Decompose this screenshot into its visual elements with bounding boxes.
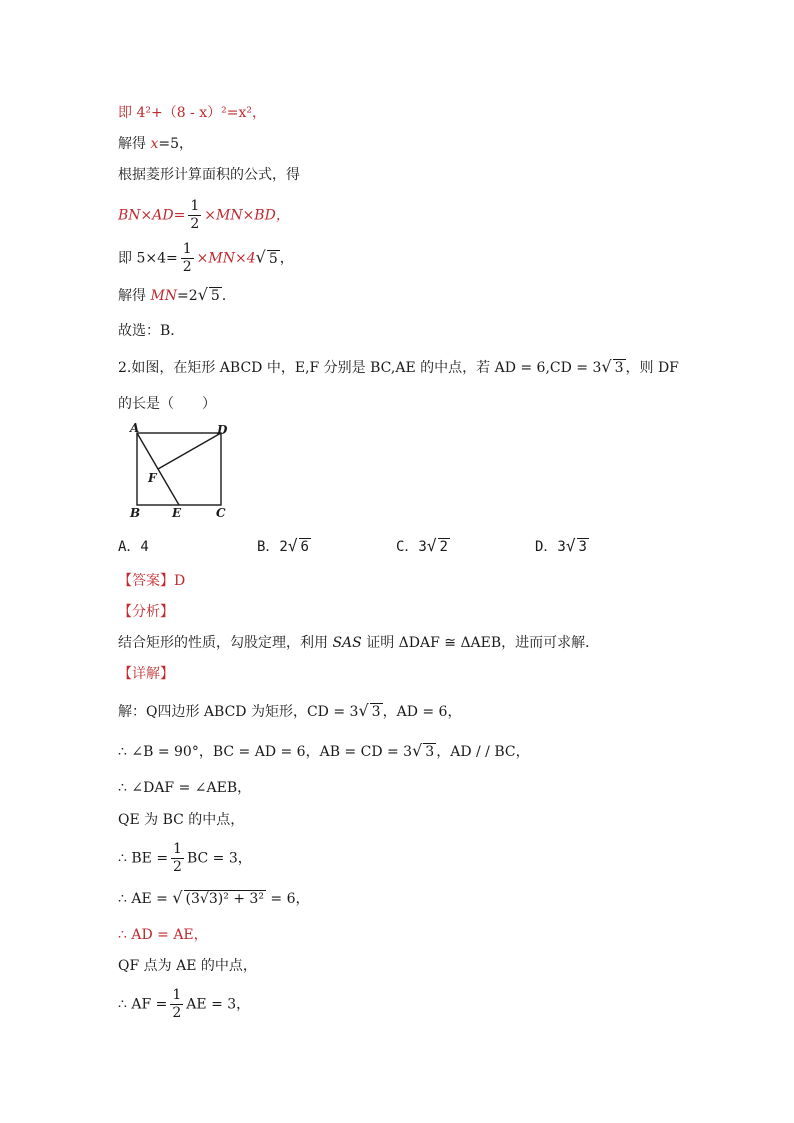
- eq-line-1: 即 4²+（8 - x）²=x²，: [118, 105, 266, 121]
- detail-line-6: ∴ AE = √ (3√3)² + 3² = 6，: [118, 888, 310, 907]
- area-formula-line: BN×AD= $\frac{1}{2}$ ×MN×BD，: [118, 198, 290, 232]
- rectangle-figure: [126, 422, 236, 522]
- label-f: F: [148, 471, 157, 485]
- option-d: D．3√ 3: [535, 536, 587, 555]
- detail-line-2: ∴ ∠B = 90°，BC = AD = 6，AB = CD = 3√ 3 ，AD / / BC，: [118, 741, 530, 760]
- option-b: B．2√ 6: [257, 536, 309, 555]
- option-a: A．4: [118, 539, 149, 555]
- label-b: B: [130, 506, 141, 520]
- detail-line-7: ∴ AD = AE，: [118, 927, 208, 943]
- detail-line-8: QF 点为 AE 的中点，: [118, 958, 257, 974]
- solve-x-line: 解得 x=5，: [118, 136, 193, 152]
- detail-line-4: QE 为 BC 的中点，: [118, 812, 245, 828]
- label-e: E: [172, 506, 182, 520]
- fraction-half: $\frac{1}{2}$: [172, 987, 182, 1021]
- solve-mn-line: 解得 MN=2√ 5 ．: [118, 285, 236, 304]
- answer-line: 【答案】D: [118, 573, 186, 589]
- analysis-text: 结合矩形的性质，勾股定理，利用 SAS 证明 ΔDAF ≅ ΔAEB，进而可求解．: [118, 635, 600, 651]
- formula-intro-line: 根据菱形计算面积的公式，得: [118, 167, 300, 183]
- detail-line-9: ∴ AF = $\frac{1}{2}$ AE = 3，: [118, 987, 251, 1021]
- fraction-half: $\frac{1}{2}$: [190, 198, 200, 232]
- label-c: C: [216, 506, 226, 520]
- fraction-half: $\frac{1}{2}$: [182, 241, 192, 275]
- detail-line-1: 解：Q四边形 ABCD 为矩形，CD = 3√ 3 ，AD = 6，: [118, 701, 462, 720]
- segment-df: [158, 433, 221, 469]
- fraction-half: $\frac{1}{2}$: [173, 841, 182, 875]
- detail-line-5: ∴ BE = $\frac{1}{2}$ BC = 3，: [118, 841, 252, 875]
- question-2-text-cont: 的长是（ ）: [118, 396, 216, 412]
- rectangle-abcd: [137, 433, 221, 505]
- detail-line-3: ∴ ∠DAF = ∠AEB，: [118, 780, 252, 796]
- analysis-tag: 【分析】: [118, 604, 174, 620]
- choice-b-line: 故选：B．: [118, 323, 185, 339]
- area-substitute-line: 即 5×4= $\frac{1}{2}$ ×MN×4√ 5 ，: [118, 241, 294, 275]
- detail-tag: 【详解】: [118, 666, 174, 682]
- question-2-text: 2.如图，在矩形 ABCD 中，E,F 分别是 BC,AE 的中点，若 AD = 6,CD = 3√ 3 ，则 DF: [118, 357, 679, 376]
- option-c: C．3√ 2: [396, 536, 448, 555]
- label-d: D: [217, 423, 228, 437]
- label-a: A: [130, 422, 140, 435]
